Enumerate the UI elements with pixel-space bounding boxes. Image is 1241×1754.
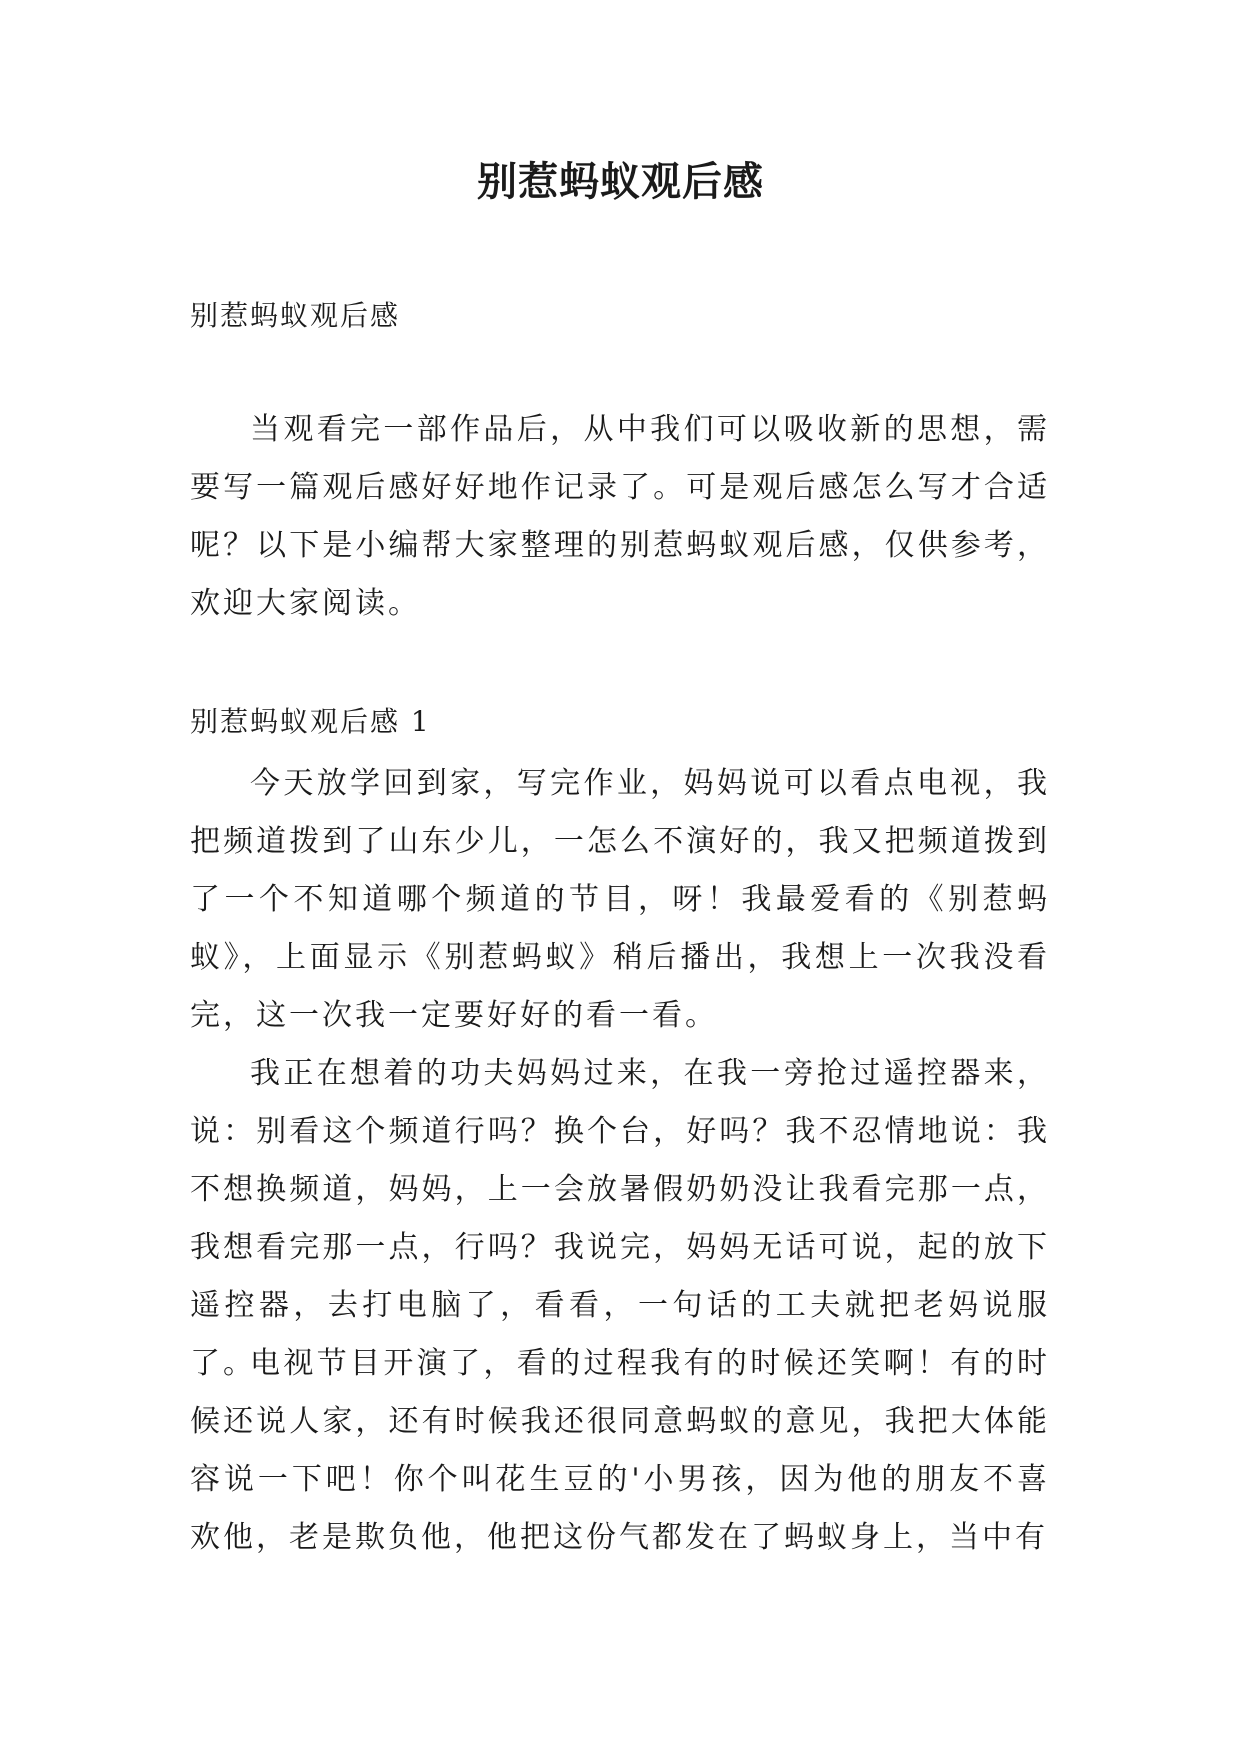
body-paragraph-2: 我正在想着的功夫妈妈过来，在我一旁抢过遥控器来，说：别看这个频道行吗？换个台，好吗？我不忍情地说：我不想换频道，妈妈，上一会放暑假奶奶没让我看完那一点，我想看完那一点，行吗？我说完，妈妈无话可说，起的放下遥控器，去打电脑了，看看，一句话的工夫就把老妈说服了。 xyxy=(190,1056,1050,1381)
body-paragraph-3: 电视节目开演了，看的过程我有的时候还笑啊！有的时候还说人家，还有时候我还很同意蚂蚁的意见，我把大体能容说一下吧！你个叫花生豆的'小男孩，因为他的朋友不喜欢他，老是欺负他，他把这份气都发在了蚂蚁身上，当中有 xyxy=(190,1346,1050,1555)
intro-paragraph: 当观看完一部作品后，从中我们可以吸收新的思想，需要写一篇观后感好好地作记录了。可是观后感怎么写才合适呢？以下是小编帮大家整理的别惹蚂蚁观后感，仅供参考，欢迎大家阅读。 xyxy=(190,412,1050,621)
body-paragraph-1: 今天放学回到家，写完作业，妈妈说可以看点电视，我把频道拨到了山东少儿，一怎么不演好的，我又把频道拨到了一个不知道哪个频道的节目，呀！我最爱看的《别惹蚂蚁》，上面显示《别惹蚂蚁》稍后播出，我想上一次我没看完，这一次我一定要好好的看一看。 xyxy=(190,766,1050,1033)
section-heading: 别惹蚂蚁观后感 1 xyxy=(190,705,431,738)
document-title: 别惹蚂蚁观后感 xyxy=(477,158,764,205)
document-subtitle: 别惹蚂蚁观后感 xyxy=(190,299,401,332)
